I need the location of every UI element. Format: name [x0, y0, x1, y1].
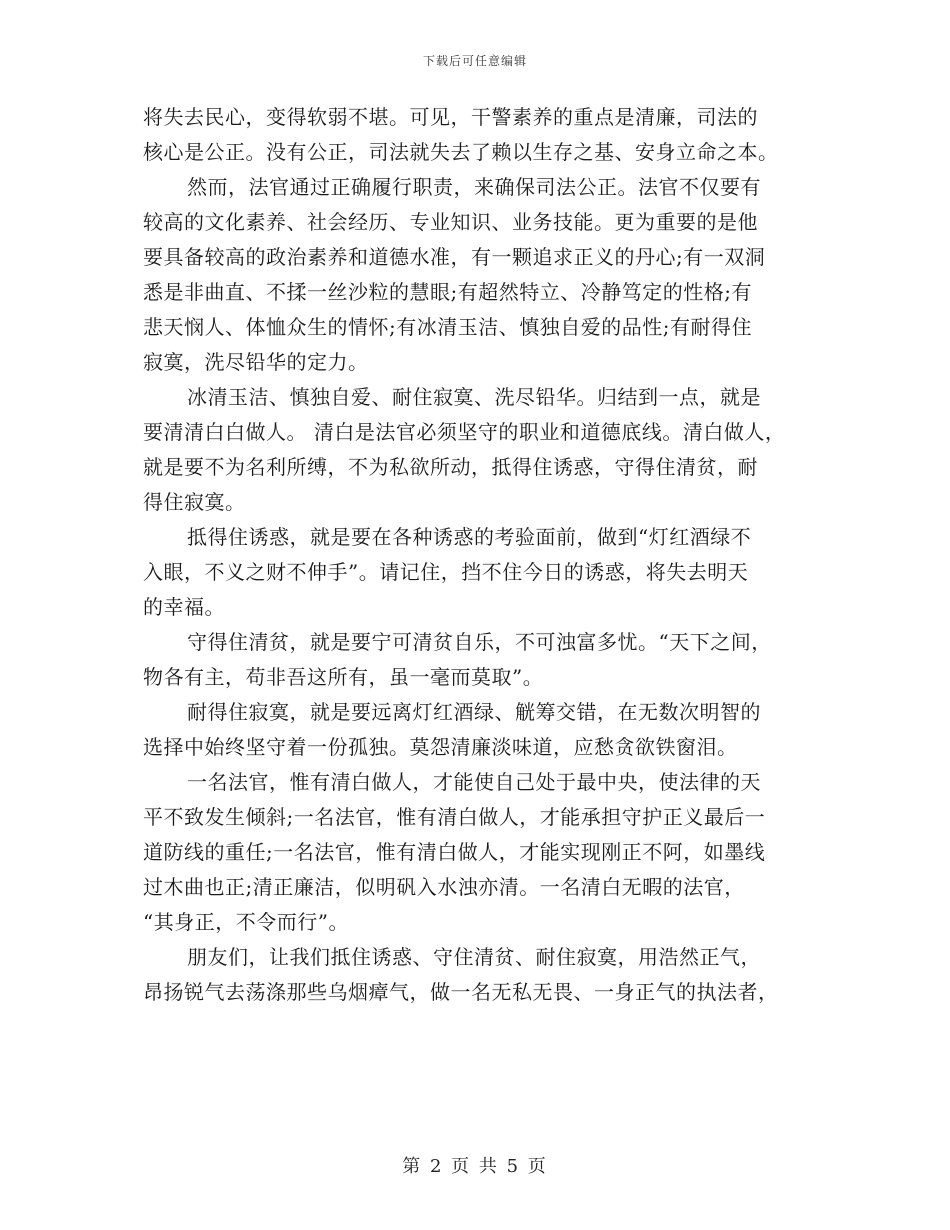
text-line: “其身正，不令而行”。 — [143, 910, 349, 934]
text-line: 朋友们，让我们抵住诱惑、守住清贫、耐住寂寞，用浩然正气， — [187, 945, 761, 969]
text-line: 要具备较高的政治素养和道德水准，有一颗追求正义的丹心;有一双洞 — [143, 245, 766, 269]
text-line: 昂扬锐气去荡涤那些乌烟瘴气，做一名无私无畏、一身正气的执法者， — [143, 980, 779, 1004]
text-line: 然而，法官通过正确履行职责，来确保司法公正。法官不仅要有 — [187, 175, 761, 199]
text-line: 得住寂寞。 — [143, 490, 246, 514]
text-line: 道防线的重任;一名法官，惟有清白做人，才能实现刚正不阿，如墨线 — [143, 840, 766, 864]
text-line: 物各有主，苟非吾这所有，虽一毫而莫取”。 — [143, 665, 544, 689]
text-line: 悲天悯人、体恤众生的情怀;有冰清玉洁、慎独自爱的品性;有耐得住 — [143, 315, 752, 339]
text-line: 要清清白白做人。 清白是法官必须坚守的职业和道德底线。清白做人， — [143, 420, 786, 444]
text-line: 就是要不为名利所缚，不为私欲所动，抵得住诱惑，守得住清贫，耐 — [143, 455, 758, 479]
page-header: 下载后可任意编辑 — [422, 54, 527, 68]
text-line: 冰清玉洁、慎独自爱、耐住寂寞、洗尽铅华。归结到一点，就是 — [187, 385, 761, 409]
text-line: 入眼，不义之财不伸手”。请记住，挡不住今日的诱惑，将失去明天 — [143, 560, 749, 584]
text-line: 选择中始终坚守着一份孤独。莫怨清廉淡味道，应愁贪欲铁窗泪。 — [143, 735, 738, 759]
text-line: 的幸福。 — [143, 595, 225, 619]
text-line: 过木曲也正;清正廉洁，似明矾入水浊亦清。一名清白无暇的法官， — [143, 875, 745, 899]
page-number: 第 2 页 共 5 页 — [402, 1156, 548, 1177]
text-line: 平不致发生倾斜;一名法官，惟有清白做人，才能承担守护正义最后一 — [143, 805, 766, 829]
text-line: 较高的文化素养、社会经历、专业知识、业务技能。更为重要的是他 — [143, 210, 758, 234]
text-line: 耐得住寂寞，就是要远离灯红酒绿、觥筹交错，在无数次明智的 — [187, 700, 761, 724]
document-body — [143, 100, 805, 1010]
text-line: 悉是非曲直、不揉一丝沙粒的慧眼;有超然特立、冷静笃定的性格;有 — [143, 280, 752, 304]
text-line: 守得住清贫，就是要宁可清贫自乐，不可浊富多忧。“天下之间， — [187, 630, 772, 654]
text-line: 抵得住诱惑，就是要在各种诱惑的考验面前，做到“灯红酒绿不 — [187, 525, 752, 549]
text-line: 将失去民心，变得软弱不堪。可见，干警素养的重点是清廉，司法的 — [143, 105, 758, 129]
text-line: 核心是公正。没有公正，司法就失去了赖以生存之基、安身立命之本。 — [143, 140, 779, 164]
text-line: 寂寞，洗尽铅华的定力。 — [143, 350, 369, 374]
text-line: 一名法官，惟有清白做人，才能使自己处于最中央，使法律的天 — [187, 770, 761, 794]
